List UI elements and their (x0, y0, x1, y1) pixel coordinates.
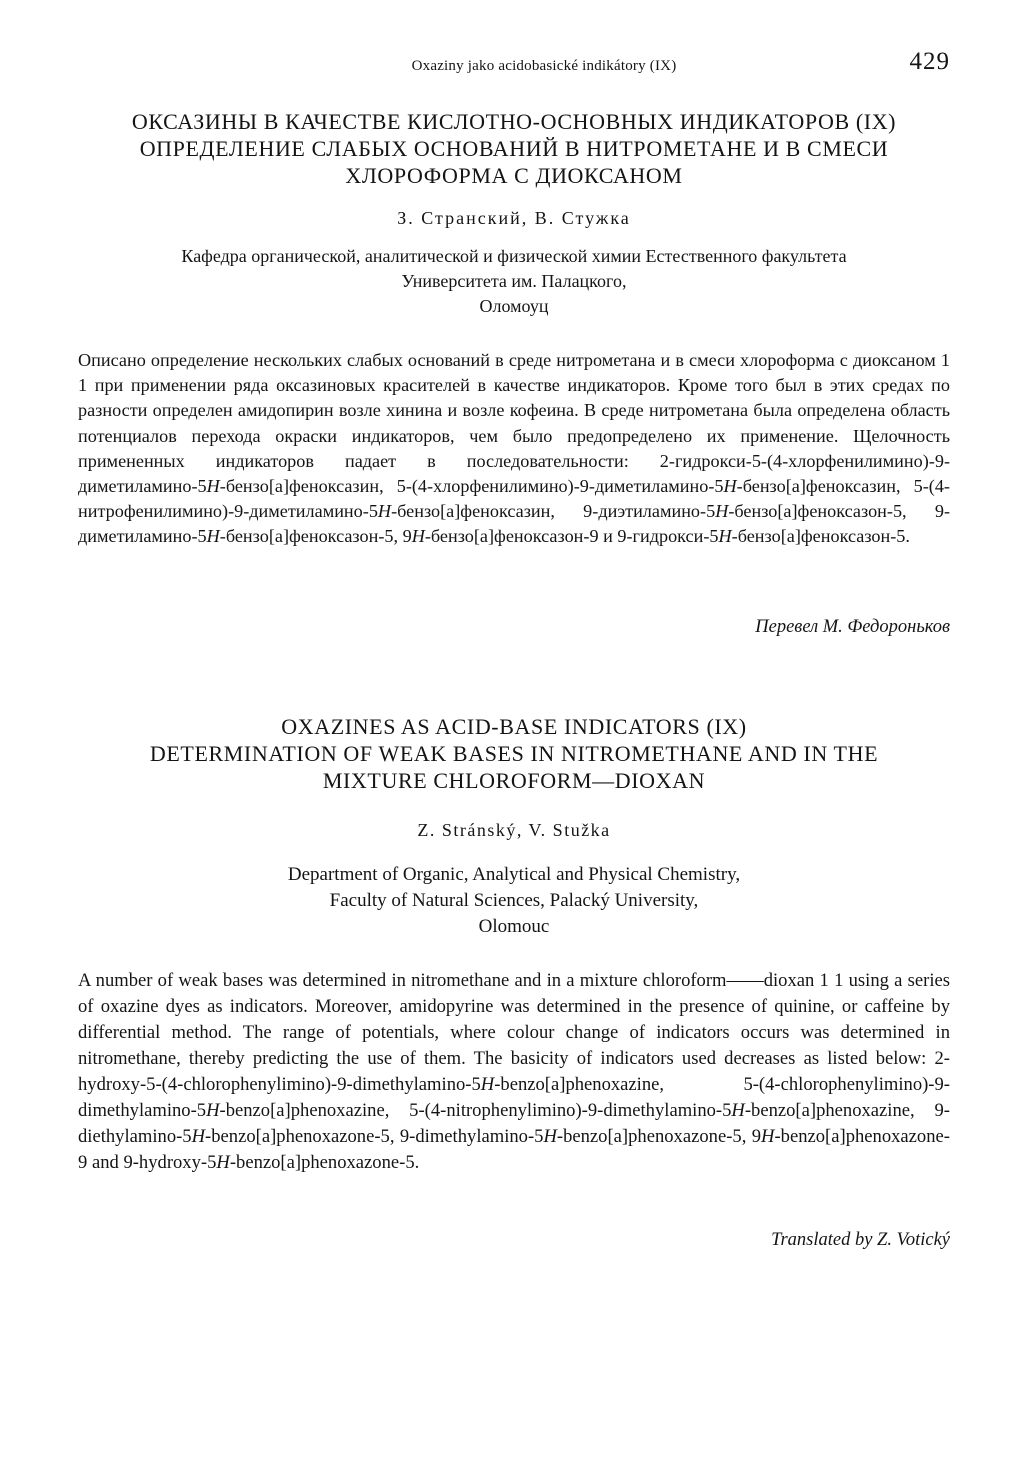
russian-title-line: ОПРЕДЕЛЕНИЕ СЛАБЫХ ОСНОВАНИЙ В НИТРОМЕТАНЕ И В СМЕСИ (139, 136, 889, 161)
russian-affiliation-line: Оломоуц (479, 296, 549, 316)
russian-translator: Перевел М. Федороньков (755, 617, 950, 637)
english-abstract-paragraph: A number of weak bases was determined in nitromethane and in a mixture chloroform——dioxan 1 1 using a series of oxazine dyes as indicators. Moreover, amidopyrine was determined in the presence of quinine, or caffeine by differential method. The range of potentials, where colour change of indicators occurs was determined in nitromethane, thereby predicting the use of them. The basicity of indicators used decreases as listed below: 2-hydroxy-5-(4-chlorophenylimino)-9-dimethylamino-5H-benzo[a]phenoxazine, 5-(4-chlorophenylimino)-9-dimethylamino-5H-benzo[a]phenoxazine, 5-(4-nitrophenylimino)-9-dimethylamino-5H-benzo[a]phenoxazine, 9-diethylamino-5H-benzo[a]phenoxazone-5, 9-dimethylamino-5H-benzo[a]phenoxazone-5, 9H-benzo[a]phenoxazone-9 and 9-hydroxy-5H-benzo[a]phenoxazone-5. (78, 970, 950, 1173)
english-title-line: MIXTURE CHLOROFORM—DIOXAN (322, 768, 706, 793)
english-title (78, 713, 950, 794)
english-affiliation-line: Olomouc (478, 916, 550, 937)
running-title: Oxaziny jako acidobasické indikátory (IX) (411, 58, 677, 74)
russian-title (78, 108, 950, 189)
russian-affiliation (78, 244, 950, 319)
russian-authors: З. Странский, В. Стужка (397, 208, 631, 228)
russian-affiliation-line: Университета им. Палацкого, (401, 271, 627, 291)
english-affiliation (78, 862, 950, 940)
russian-title-line: ХЛОРОФОРМА С ДИОКСАНОМ (345, 163, 683, 188)
russian-abstract (78, 348, 950, 550)
english-title-line: DETERMINATION OF WEAK BASES IN NITROMETHANE AND IN THE (149, 741, 879, 766)
page-header (78, 48, 950, 84)
english-authors: Z. Stránský, V. Stužka (417, 820, 611, 840)
english-affiliation-line: Department of Organic, Analytical and Physical Chemistry, (287, 864, 741, 885)
russian-affiliation-line: Кафедра органической, аналитической и физической химии Естественного факультета (181, 246, 847, 266)
english-translator: Translated by Z. Votický (771, 1230, 950, 1250)
english-title-line: OXAZINES AS ACID-BASE INDICATORS (IX) (281, 714, 747, 739)
russian-title-line: ОКСАЗИНЫ В КАЧЕСТВЕ КИСЛОТНО-ОСНОВНЫХ ИНДИКАТОРОВ (IX) (131, 109, 897, 134)
english-affiliation-line: Faculty of Natural Sciences, Palacký University, (329, 890, 699, 911)
english-abstract (78, 968, 950, 1176)
russian-abstract-paragraph: Описано определение нескольких слабых оснований в среде нитрометана и в смеси хлороформа с диоксаном 1 1 при применении ряда оксазиновых красителей в качестве индикаторов. Кроме того был в этих средах по разности определен амидопирин возле хинина и возле кофеина. В среде нитрометана была определена область потенциалов перехода окраски индикаторов, чем было предопределено их применение. Щелочность примененных индикаторов падает в последовательности: 2-гидрокси-5-(4-хлорфенилимино)-9-диметиламино-5H-бензо[a]феноксазин, 5-(4-хлорфенилимино)-9-диметиламино-5H-бензо[a]феноксазин, 5-(4-нитрофенилимино)-9-диметиламино-5H-бензо[a]феноксазин, 9-диэтиламино-5H-бензо[a]феноксазон-5, 9-диметиламино-5H-бензо[a]феноксазон-5, 9H-бензо[a]феноксазон-9 и 9-гидрокси-5H-бензо[a]феноксазон-5. (78, 350, 951, 547)
page-number: 429 (909, 48, 950, 75)
